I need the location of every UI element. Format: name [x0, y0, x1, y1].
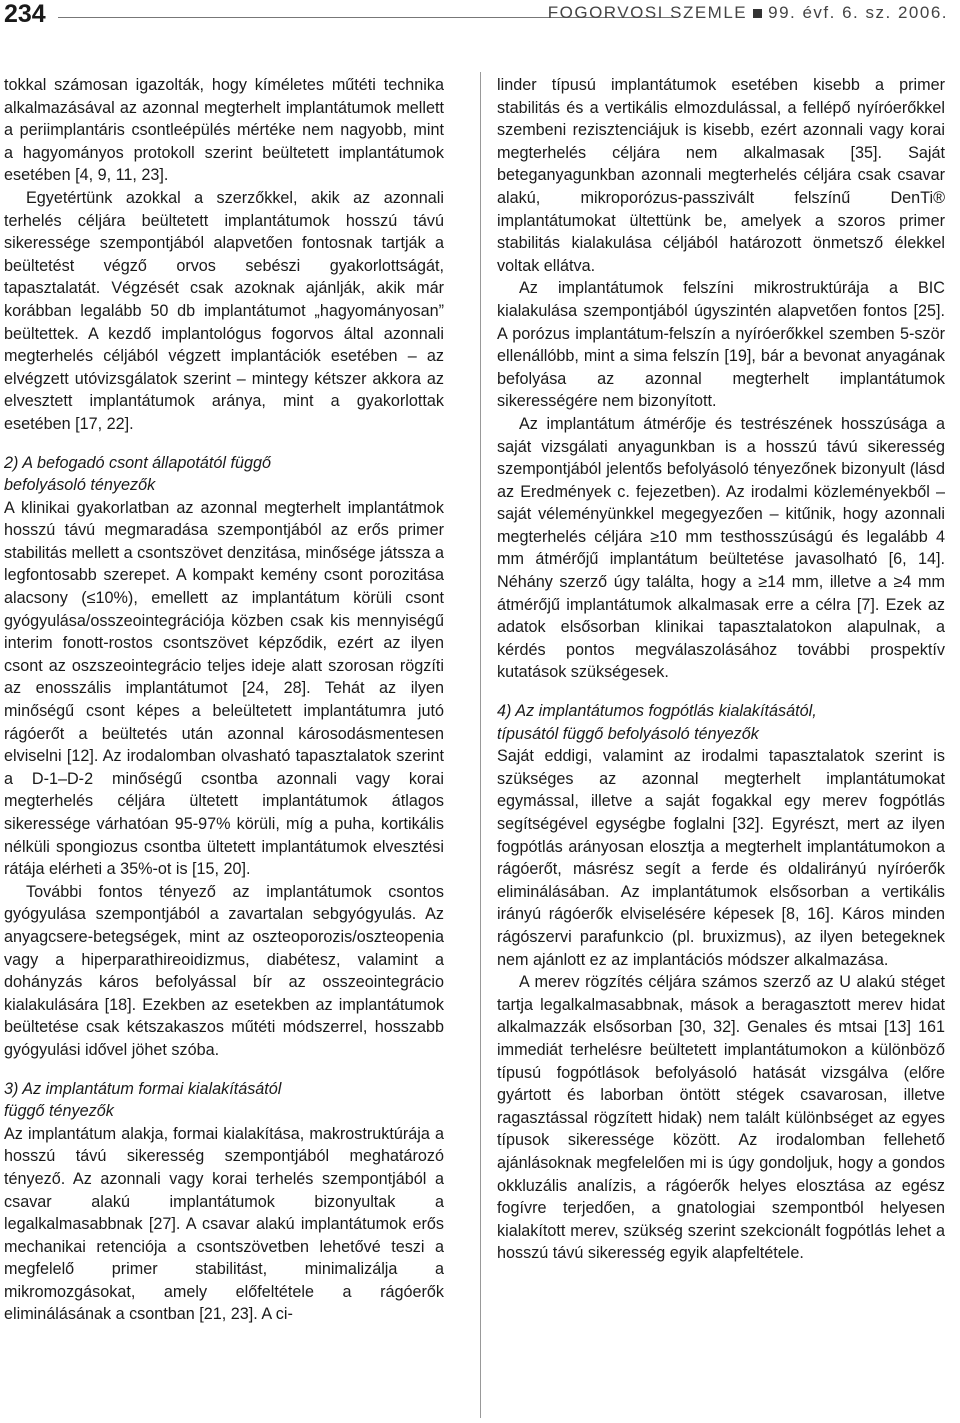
section-heading-line: 4) Az implantátumos fogpótlás kialakításától,: [497, 702, 817, 721]
section-heading-3: [4, 1078, 444, 1123]
section-heading-line: 2) A befogadó csont állapotától függő: [4, 453, 271, 472]
section-heading-2: [4, 452, 444, 497]
paragraph: Az implantátum alakja, formai kialakítása, makrostruktúrája a hosszú távú sikeresség szempontjából meghatározó tényező. Az azonnali vagy korai terhelés szempontjából a csavar alakú implantátumok bizonyultak a legalkalmasabbnak [27]. A csavar alakú implantátumok erős mechanikai retenciója a csontszövetben lehetővé teszi a megfelelő primer stabilitást, minimalizálja a mikromozgásokat, amely előfeltétele a rágóerők eliminálásának a csontban [21, 23]. A ci-: [4, 1124, 444, 1324]
paragraph: Az implantátum átmérője és testrészének hosszúsága a saját vizsgálati anyagunkban is a hosszú távú sikeresség szempontjából jelentős befolyásoló tényezőnek bizonyult (lásd az Eredmények c. fejezetben). Az irodalmi közleményekből – saját véleményünkkel megegyezően – kitűnik, hogy azonnali megterhelés céljára ≥10 mm testhosszúságú és legalább 4 mm átmérőjű implantátum beültetése javasolható [6, 14]. Néhány szerző úgy találta, hogy a ≥14 mm, illetve a ≥4 mm átmérőjű implantátumok alkalmasak erre a célra [7]. Ezek az adatok elsősorban klinikai tapasztalatokon alapulnak, a kérdés pontos megválaszolásához további prospektív kutatások szükségesek.: [497, 414, 945, 682]
paragraph: A klinikai gyakorlatban az azonnal megterhelt implantátmok hosszú távú megmaradása szempontjából az erős primer stabilitás mellett a csontszövet denzitása, minősége játssza a legfontosabb szerepet. A kompakt kemény csont porozitása alacsony (≤10%), emellett az implantátum körüli csont gyógyulása/osszeointegrációja közben csak kis mennyiségű interim fonott-rostos csontszövet képződik, ezért az ilyen csont az oszszeointegrácio teljes ideje alatt szorosan rögzíti az enosszális implantátumot [24, 28]. Tehát az ilyen minőségű csont képes a beleültetett implantátumra jutó rágóerőt a beültetés után azonnal károsodásmentesen elviselni [12]. Az irodalomban olvasható tapasztalatok szerint a D-1–D-2 minőségű csontba azonnali vagy korai megterhelés céljára ültetett implantátumok átlagos sikeressége várhatóan 95-97% körüli, míg a puha, kortikális nélküli spongiozus csontba ültetett implantátumok elvesztési rátája elérheti a 35%-ot is [15, 20].: [4, 498, 444, 879]
paragraph: linder típusú implantátumok esetében kisebb a primer stabilitás és a vertikális elmozdulással, a fellépő nyíróerőkkel szembeni rezisztenciájuk is kisebb, ezért azonnali vagy korai megterhelés céljára nem alkalmasak [35]. Saját beteganyagunkban azonnali megterhelés céljára csak csavar alakú, mikroporózus-passzivált felszínű DenTi® implantátumokat ültettünk be, amelyek a szoros primer stabilitás kialakulása céljából határozott önmetsző élekkel voltak ellátva.: [497, 76, 945, 275]
section-heading-line: függő tényezők: [4, 1102, 114, 1121]
page-number: 234: [4, 0, 46, 28]
paragraph: Saját eddigi, valamint az irodalmi tapasztalatok szerint is szükséges az azonnal megterhelt implantátumokat egymással, illetve a saját fogakkal egy merev fogpótlás segítségével egységbe foglalni [32]. Egyrészt, mert az ilyen fogpótlás arányosan elosztja a megterhelt implantátumokon a rágóerőt, másrész segít a ferde és oldalirányú nyíróerők eliminálásában. Az implantátumok elsősorban a vertikális irányú rágóerők elviselésére képesek [8, 16]. Káros minden rágószervi parafunkcio (pl. bruxizmus), az ilyen betegeknek nem ajánlott ez az implantációs módszer alkalmazása.: [497, 747, 945, 969]
square-bullet-icon: [753, 9, 762, 18]
section-heading-line: befolyásoló tényezők: [4, 476, 156, 495]
journal-title: [548, 3, 948, 23]
left-column: [4, 74, 444, 1326]
right-column: [497, 74, 945, 1265]
column-divider: [480, 72, 481, 1418]
section-heading-4: [497, 700, 945, 745]
paragraph: tokkal számosan igazolták, hogy kíméletes műtéti technika alkalmazásával az azonnal megterhelt implantátumok mellett a periimplantáris csontleépülés mértéke nem nagyobb, mint a hagyományos protokoll szerint beültetett implantátumok esetében [4, 9, 11, 23].: [4, 76, 444, 185]
running-header: [0, 0, 960, 40]
paragraph: Az implantátumok felszíni mikrostruktúrája a BIC kialakulása szempontjából úgyszintén alapvetően fontos [25]. A porózus implantátum-felszín a nyíróerőkkel szemben 5-ször ellenállóbb, mint a sima felszín [19], bár a bevonat anyagának befolyása az azonnal megterhelt implantátumok sikerességére nem bizonyított.: [497, 279, 945, 411]
section-heading-line: 3) Az implantátum formai kialakításától: [4, 1079, 282, 1098]
section-heading-line: típusától függő befolyásoló tényezők: [497, 724, 759, 743]
journal-issue: 99. évf. 6. sz. 2006.: [768, 3, 948, 22]
paragraph: További fontos tényező az implantátumok csontos gyógyulása szempontjából a zavartalan sebgyógyulás. Az anyagcsere-betegségek, mint az oszteoporozis/oszteopenia vagy a hiperparathireoidizmus, diabétesz, valamint a dohányzás káros befolyással bír az osszeointegrácio kialakulására [18]. Ezekben az esetekben az implantátumok beültetése csak kétszakaszos műtéti módszerrel, hosszabb gyógyulási idővel jöhet szóba.: [4, 882, 444, 1059]
paragraph: Egyetértünk azokkal a szerzőkkel, akik az azonnali terhelés céljára beültetett implantátumok hosszú távú sikeressége szempontjából alapvetően fontosnak tartják a beültetést végző orvos sebészi gyakorlottságát, tapasztalatát. Végzését csak azoknak ajánlják, akik már korábban legalább 50 db implantátumot „hagyományosan” beültettek. A kezdő implantológus fogorvos által azonnali megterhelés céljából végzett implantációk esetében – az elvégzett utóvizsgálatok szerint – mintegy kétszer akkora az elvesztett implantátumok aránya, mint a gyakorlottak esetében [17, 22].: [4, 188, 444, 433]
paragraph: A merev rögzítés céljára számos szerző az U alakú stéget tartja legalkalmasabbnak, mások a beragasztott merev hidat alkalmazzák elsősorban [30, 32]. Genales és mtsai [13] 161 immediát terhelésre beültetett implantátumokon a különböző típusú fogpótlások befolyásoló hatását vizsgálva (előre gyártott és laborban öntött stégek csavarosan, illetve ragasztással rögzített hidak) nem talált különbséget az egyes típusok sikeressége között. Az irodalomban fellehető ajánlásoknak megfelelően mi is úgy gondoljuk, hogy a gondos okkluzális analízis, a rágóerők helyes elosztása az egész fogívre terjedően, a gnatologiai szempontból helyesen kialakított merev, szükség szerint szekcionált fogpótlás lehet a hosszú távú sikeresség egyik alapfeltétele.: [497, 973, 945, 1263]
journal-name: FOGORVOSI SZEMLE: [547, 3, 748, 22]
